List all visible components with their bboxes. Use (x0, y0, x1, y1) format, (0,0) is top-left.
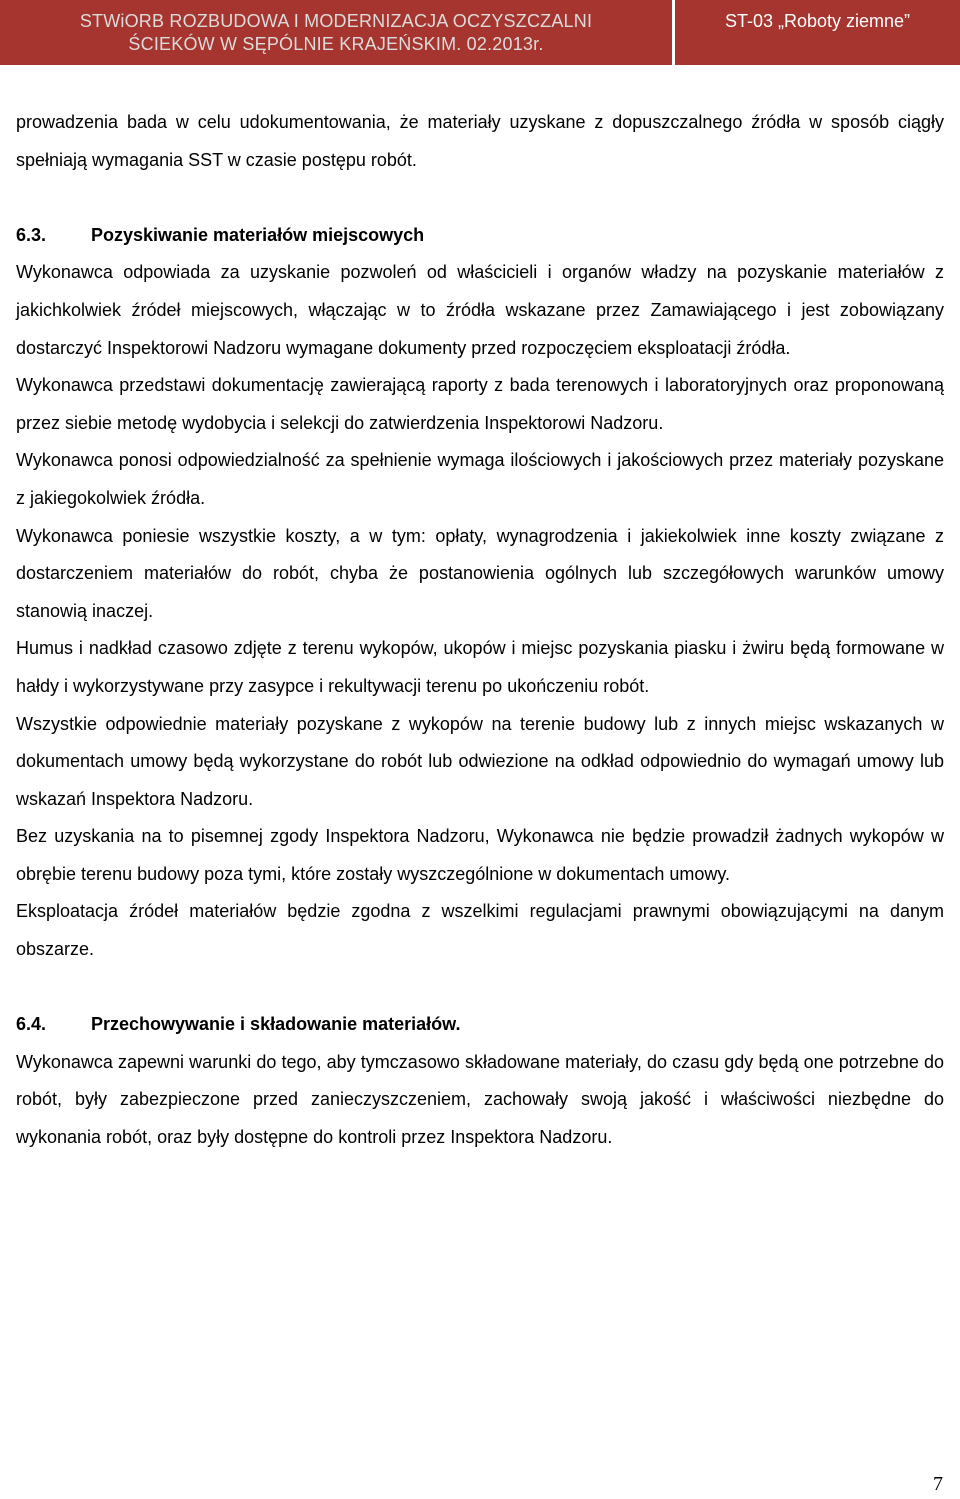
intro-paragraph: prowadzenia bada w celu udokumentowania, że materiały uzyskane z dopuszczalnego źródła w sposób ciągły spełniają wymagania SST w czasie postępu robót. (16, 112, 944, 170)
paragraph: Wykonawca przedstawi dokumentację zawierającą raporty z bada terenowych i laboratoryjnych oraz proponowaną przez siebie metodę wydobycia i selekcji do zatwierdzenia Inspektorowi Nadzoru. (16, 375, 944, 433)
paragraph: Bez uzyskania na to pisemnej zgody Inspektora Nadzoru, Wykonawca nie będzie prowadził żadnych wykopów w obrębie terenu budowy poza tymi, które zostały wyszczególnione w dokumentach umowy. (16, 826, 944, 884)
paragraph: Wykonawca zapewni warunki do tego, aby tymczasowo składowane materiały, do czasu gdy będą one potrzebne do robót, były zabezpieczone przed zanieczyszczeniem, zachowały swoją jakość i właściwości niezbędne do wykonania robót, oraz były dostępne do kontroli przez Inspektora Nadzoru. (16, 1051, 944, 1148)
section-title: Przechowywanie i składowanie materiałów. (91, 1014, 461, 1035)
spacer (16, 969, 944, 1007)
paragraph: Eksploatacja źródeł materiałów będzie zgodna z wszelkimi regulacjami prawnymi obowiązującymi na danym obszarze. (16, 901, 944, 960)
section-code: ST-03 „Roboty ziemne” (724, 11, 911, 31)
page-number: 7 (933, 1473, 943, 1495)
document-title-line-2: ŚCIEKÓW W SĘPÓLNIE KRAJEŃSKIM. 02.2013r. (128, 34, 544, 54)
section-code-block (675, 0, 960, 65)
document-body (16, 104, 944, 1157)
paragraph: Humus i nadkład czasowo zdjęte z terenu wykopów, ukopów i miejsc pozyskania piasku i żwiru będą formowane w hałdy i wykorzystywane przy zasypce i rekultywacji terenu po ukończeniu robót. (16, 638, 944, 696)
paragraph: Wykonawca odpowiada za uzyskanie pozwoleń od właścicieli i organów władzy na pozyskanie materiałów z jakichkolwiek źródeł miejscowych, włączając w to źródła wskazane przez Zamawiającego i jest zobowiązany dostarczyć Inspektorowi Nadzoru wymagane dokumenty przed rozpoczęciem eksploatacji źródła. (16, 262, 944, 358)
paragraph: Wykonawca ponosi odpowiedzialność za spełnienie wymaga ilościowych i jakościowych przez materiały pozyskane z jakiegokolwiek źródła. (16, 450, 944, 508)
document-title-block (0, 0, 672, 65)
section-6-4-heading (16, 1006, 944, 1044)
spacer (16, 179, 944, 217)
paragraph: Wszystkie odpowiednie materiały pozyskane z wykopów na terenie budowy lub z innych miejsc wskazanych w dokumentach umowy będą wykorzystane do robót lub odwiezione na odkład odpowiednio do wymagań umowy lub wskazań Inspektora Nadzoru. (16, 713, 944, 809)
paragraph: Wykonawca poniesie wszystkie koszty, a w tym: opłaty, wynagrodzenia i jakiekolwiek inne koszty związane z dostarczeniem materiałów do robót, chyba że postanowienia ogólnych lub szczegółowych warunków umowy stanowią inaczej. (16, 525, 944, 621)
section-6-3-heading (16, 217, 944, 255)
page-header (0, 0, 960, 65)
section-title: Pozyskiwanie materiałów miejscowych (91, 224, 425, 245)
section-number: 6.4. (16, 1014, 47, 1035)
section-number: 6.3. (16, 224, 47, 245)
document-title-line-1: STWiORB ROZBUDOWA I MODERNIZACJA OCZYSZCZALNI (79, 11, 593, 31)
